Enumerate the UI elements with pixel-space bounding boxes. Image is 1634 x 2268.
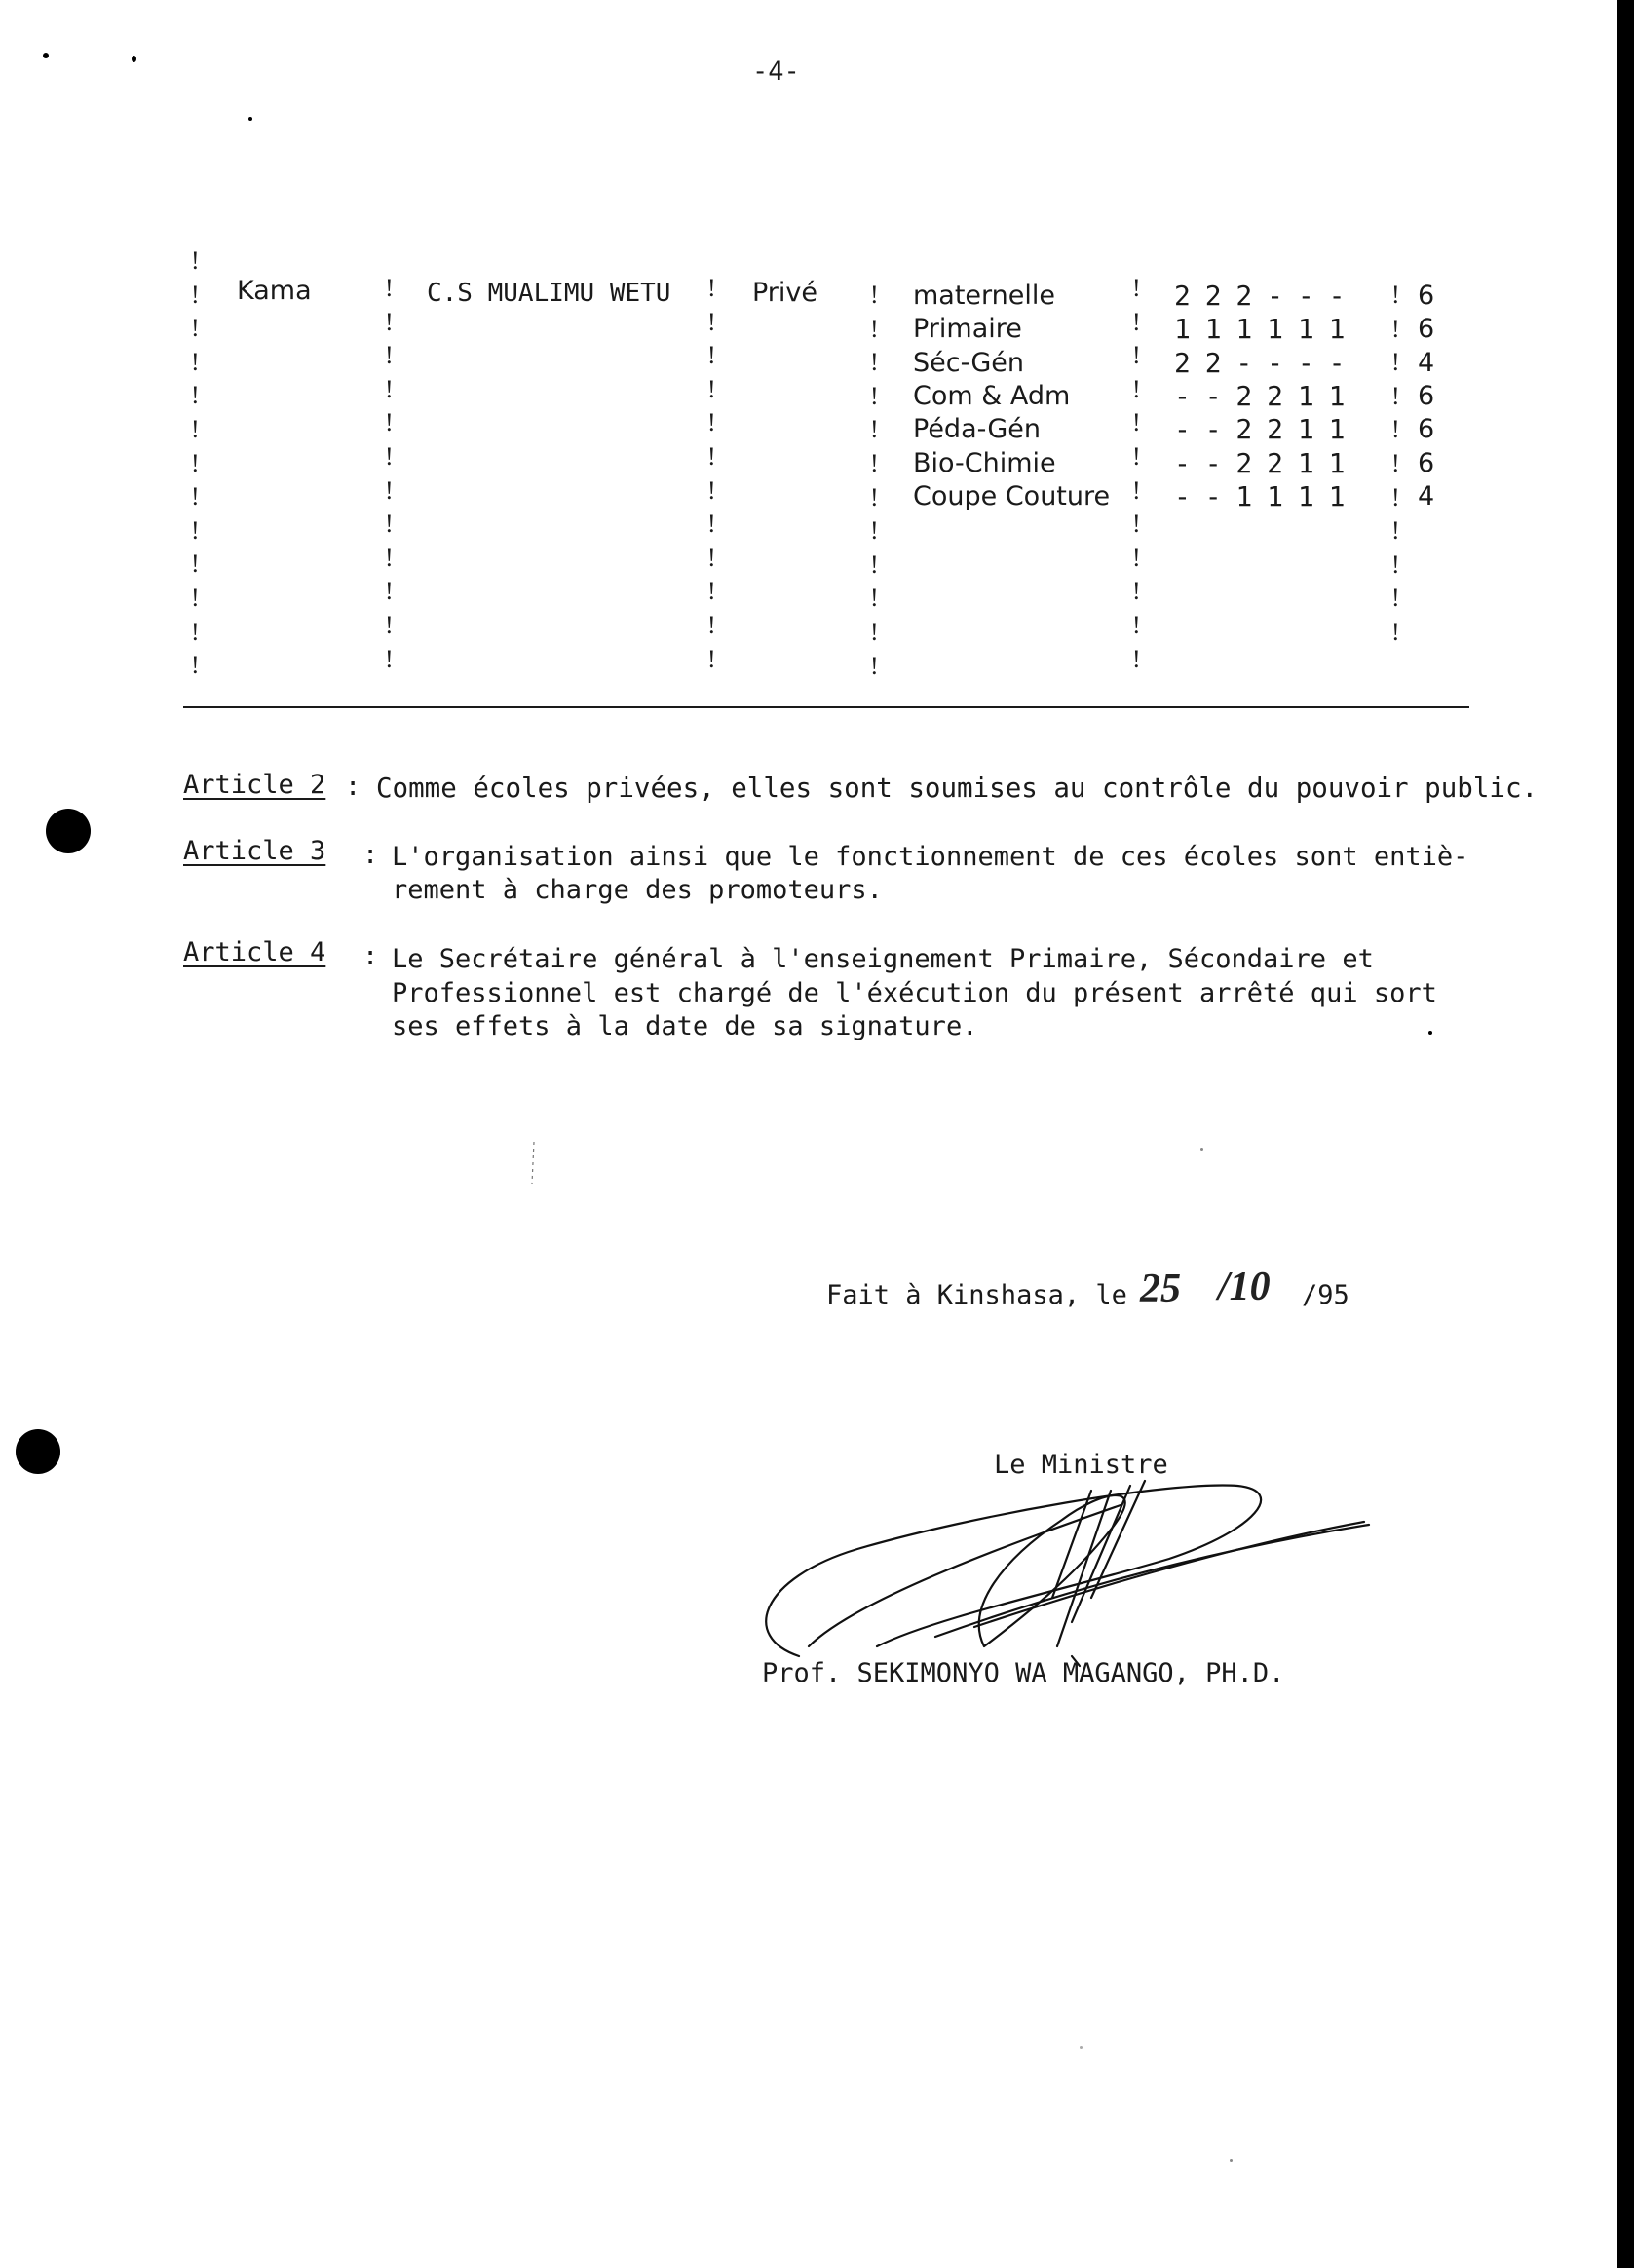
column-separator: !: [191, 651, 200, 679]
table-bottom-rule: [183, 706, 1469, 708]
column-separator: !: [870, 281, 879, 309]
article-label: Article 2: [183, 770, 326, 800]
column-separator: !: [870, 516, 879, 545]
column-separator: !: [707, 611, 716, 639]
column-separator: !: [870, 618, 879, 646]
article-colon: :: [362, 941, 379, 971]
article-text-line: Professionnel est chargé de l'éxécution du présent arrêté qui sort: [392, 978, 1437, 1008]
stray-mark: [1230, 2159, 1233, 2162]
cell-section: Bio-Chimie: [913, 448, 1056, 478]
minister-name: Prof. SEKIMONYO WA MAGANGO, PH.D.: [762, 1658, 1285, 1688]
column-separator: !: [707, 274, 716, 302]
column-separator: !: [1391, 415, 1400, 443]
minister-title: Le Ministre: [994, 1450, 1168, 1480]
column-separator: !: [191, 549, 200, 578]
column-separator: !: [385, 274, 394, 302]
page-number: -4-: [752, 57, 800, 87]
cell-class-counts: - - 2 2 1 1: [1174, 447, 1345, 479]
column-separator: !: [385, 577, 394, 605]
cell-section: Coupe Couture: [913, 481, 1111, 511]
column-separator: !: [191, 584, 200, 612]
column-separator: !: [870, 315, 879, 343]
column-separator: !: [1132, 611, 1141, 639]
stray-mark: [248, 117, 252, 121]
column-separator: !: [191, 348, 200, 376]
cell-section: Primaire: [913, 314, 1022, 344]
column-separator: !: [385, 375, 394, 403]
column-separator: !: [191, 246, 200, 275]
column-separator: !: [385, 544, 394, 572]
handwritten-day: 25: [1140, 1266, 1181, 1311]
place-date-prefix: Fait à Kinshasa, le: [826, 1280, 1127, 1310]
article-text-line: Comme écoles privées, elles sont soumises au contrôle du pouvoir public.: [376, 773, 1539, 804]
article-label: Article 3: [183, 836, 326, 866]
column-separator: !: [870, 584, 879, 612]
cell-section: maternelle: [913, 281, 1056, 311]
column-separator: !: [707, 408, 716, 436]
column-separator: !: [191, 314, 200, 342]
column-separator: !: [1391, 550, 1400, 579]
column-separator: !: [191, 415, 200, 443]
column-separator: !: [707, 544, 716, 572]
punch-hole: [16, 1429, 60, 1474]
punch-hole: [46, 809, 91, 853]
stray-mark: [1428, 1031, 1432, 1035]
cell-class-counts: 2 2 - - - -: [1174, 347, 1345, 379]
column-separator: !: [1391, 584, 1400, 612]
column-separator: !: [1132, 408, 1141, 436]
cell-total: 6: [1418, 314, 1435, 344]
column-separator: !: [1391, 382, 1400, 410]
column-separator: !: [385, 341, 394, 369]
column-separator: !: [1391, 516, 1400, 545]
cell-total: 6: [1418, 448, 1435, 478]
column-separator: !: [1391, 315, 1400, 343]
handwritten-month: /10: [1218, 1265, 1271, 1309]
column-separator: !: [1132, 544, 1141, 572]
column-separator: !: [385, 645, 394, 673]
cell-total: 4: [1418, 348, 1435, 378]
cell-total: 6: [1418, 414, 1435, 444]
column-separator: !: [870, 483, 879, 511]
scan-edge: [1617, 0, 1634, 2268]
column-separator: !: [707, 577, 716, 605]
cell-section: Séc-Gén: [913, 348, 1024, 378]
column-separator: !: [1391, 483, 1400, 511]
column-separator: !: [870, 550, 879, 579]
column-separator: !: [1391, 281, 1400, 309]
cell-total: 6: [1418, 381, 1435, 411]
cell-regime: Privé: [752, 278, 817, 308]
column-separator: !: [707, 375, 716, 403]
column-separator: !: [870, 415, 879, 443]
column-separator: !: [1132, 510, 1141, 538]
column-separator: !: [191, 516, 200, 545]
cell-class-counts: 1 1 1 1 1 1: [1174, 313, 1345, 345]
column-separator: !: [1132, 375, 1141, 403]
column-separator: !: [707, 308, 716, 336]
column-separator: !: [870, 449, 879, 477]
column-separator: !: [870, 382, 879, 410]
column-separator: !: [1391, 449, 1400, 477]
cell-section: Com & Adm: [913, 381, 1071, 411]
cell-total: 6: [1418, 281, 1435, 311]
column-separator: !: [385, 611, 394, 639]
column-separator: !: [385, 308, 394, 336]
column-separator: !: [1132, 308, 1141, 336]
article-text-line: ses effets à la date de sa signature.: [392, 1011, 978, 1041]
cell-section: Péda-Gén: [913, 414, 1041, 444]
cell-class-counts: 2 2 2 - - -: [1174, 280, 1345, 312]
column-separator: !: [1391, 348, 1400, 376]
column-separator: !: [707, 510, 716, 538]
column-separator: !: [1132, 476, 1141, 505]
column-separator: !: [191, 281, 200, 309]
column-separator: !: [385, 408, 394, 436]
stray-mark: [132, 56, 136, 62]
stray-mark: [1080, 2046, 1083, 2049]
column-separator: !: [1132, 274, 1141, 302]
cell-locality: Kama: [237, 276, 312, 306]
column-separator: !: [707, 341, 716, 369]
article-text-line: Le Secrétaire général à l'enseignement Primaire, Sécondaire et: [392, 944, 1374, 974]
column-separator: !: [385, 510, 394, 538]
column-separator: !: [707, 476, 716, 505]
column-separator: !: [870, 652, 879, 680]
article-text-line: L'organisation ainsi que le fonctionnement de ces écoles sont entiè-: [392, 842, 1469, 872]
stray-mark: [1200, 1148, 1203, 1151]
column-separator: !: [1132, 442, 1141, 471]
article-text-line: rement à charge des promoteurs.: [392, 875, 883, 905]
stray-mark: [43, 53, 49, 58]
column-separator: !: [1132, 577, 1141, 605]
column-separator: !: [1132, 341, 1141, 369]
column-separator: !: [870, 348, 879, 376]
column-separator: !: [1132, 645, 1141, 673]
column-separator: !: [1391, 618, 1400, 646]
article-colon: :: [362, 840, 379, 870]
cell-total: 4: [1418, 481, 1435, 511]
cell-class-counts: - - 1 1 1 1: [1174, 480, 1345, 512]
column-separator: !: [385, 476, 394, 505]
date-year: /95: [1302, 1280, 1349, 1310]
column-separator: !: [191, 381, 200, 409]
article-colon: :: [345, 772, 361, 802]
column-separator: !: [191, 449, 200, 477]
column-separator: !: [385, 442, 394, 471]
column-separator: !: [707, 442, 716, 471]
column-separator: !: [191, 482, 200, 510]
column-separator: !: [707, 645, 716, 673]
column-separator: !: [191, 618, 200, 646]
article-label: Article 4: [183, 937, 326, 967]
cell-school: C.S MUALIMU WETU: [427, 279, 671, 308]
cell-class-counts: - - 2 2 1 1: [1174, 413, 1345, 445]
cell-class-counts: - - 2 2 1 1: [1174, 380, 1345, 412]
